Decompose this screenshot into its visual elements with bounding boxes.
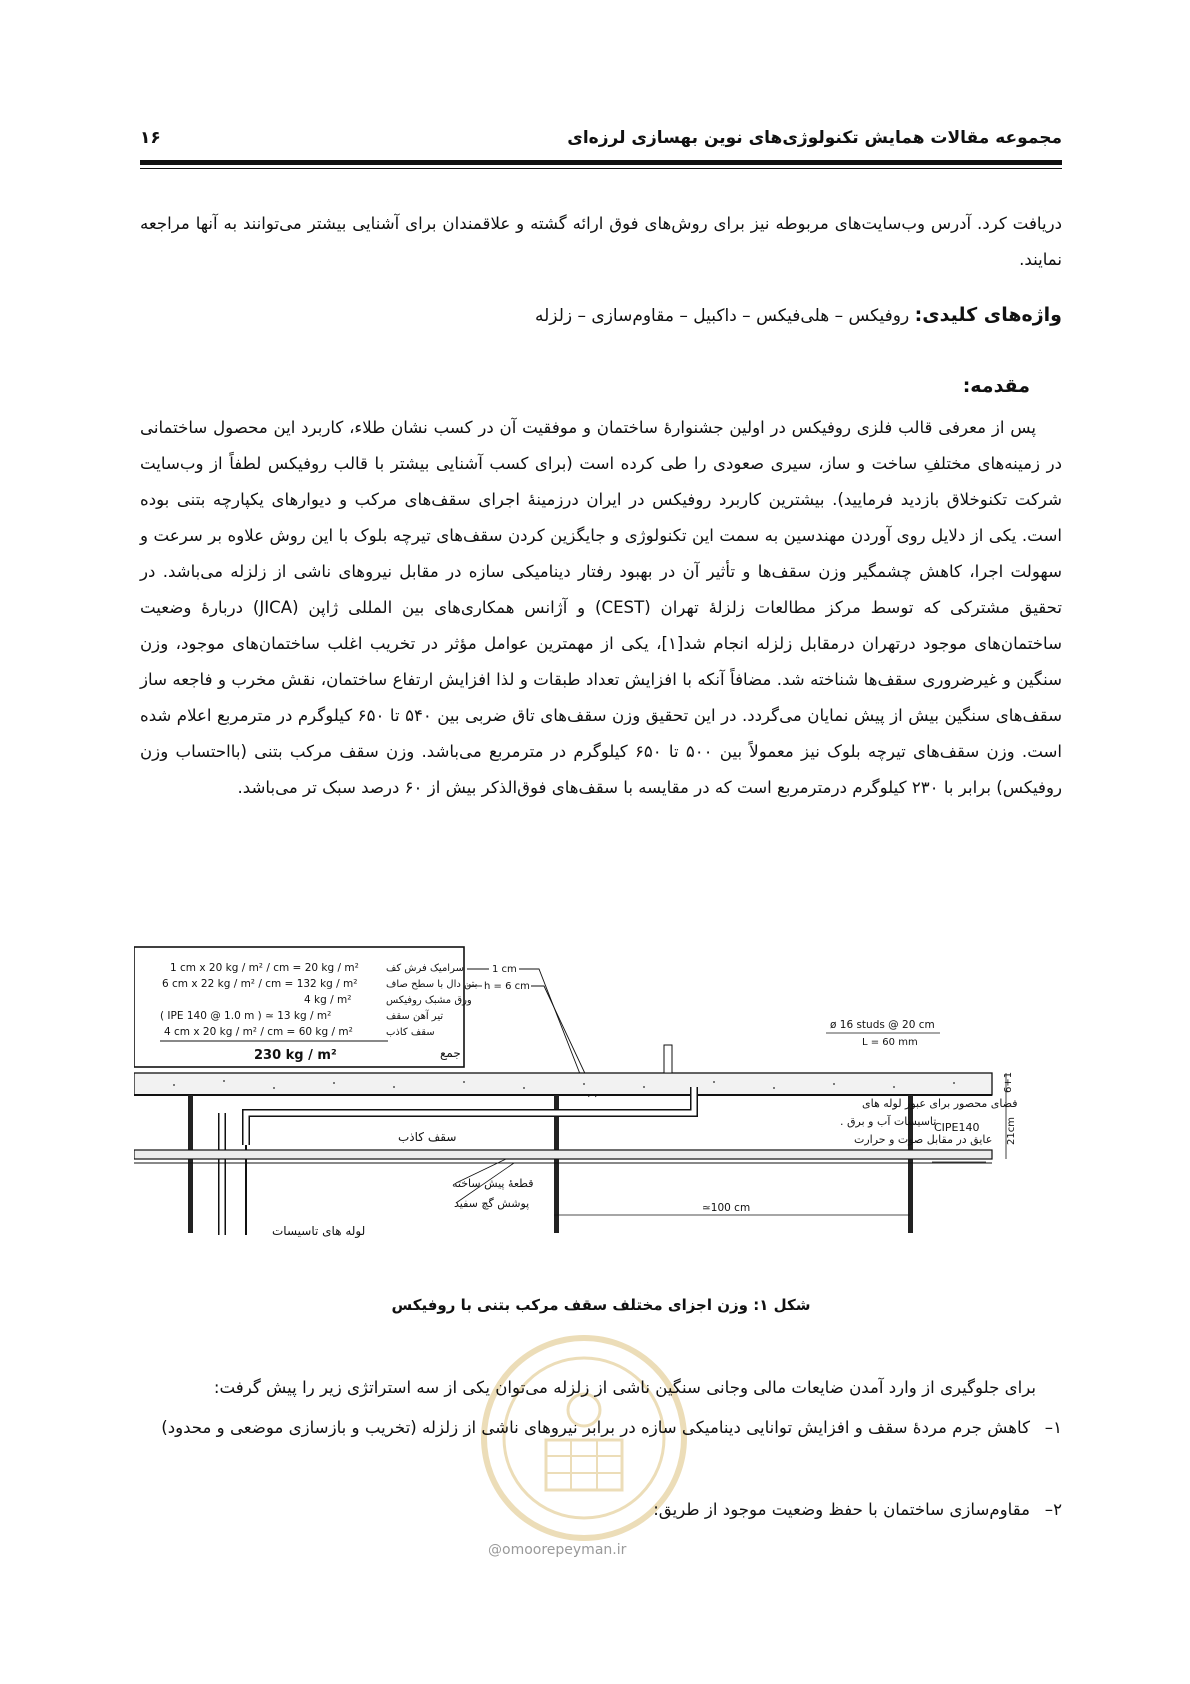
steel-beam-left xyxy=(188,1095,193,1233)
figure-caption: شکل ۱: وزن اجزای مختلف سقف مرکب بتنی با روفیکس xyxy=(391,1296,811,1314)
weight-calc-3: 4 kg / m² xyxy=(304,994,352,1006)
keywords-line xyxy=(140,297,1062,334)
section-heading: مقدمه: xyxy=(962,375,1030,397)
intro-paragraph: دریافت کرد. آدرس وب‌سایت‌های مربوطه نیز برای روش‌های فوق ارائه گشته و علاقمندان برای آشنایی بیشتر می‌توانند به آنها مراجعه نمایند. xyxy=(140,214,1062,269)
roofix-section-drawing xyxy=(134,945,1062,1267)
pipes-label: لوله های تاسیسات xyxy=(272,1224,366,1238)
header-rule-thin xyxy=(140,168,1062,169)
false-ceiling-label: سقف کاذب xyxy=(398,1130,457,1144)
plaster-label: پوشش گچ سفید xyxy=(454,1197,530,1210)
header-rule xyxy=(140,160,1062,165)
item-1-text: کاهش جرم مردهٔ سقف و افزایش توانایی دینامیکی سازه در برابر نیروهای ناشی از زلزله (تخریب و بازسازی موضعی و محدود) xyxy=(161,1418,1030,1437)
weight-label-4: تیر آهن سقف xyxy=(386,1011,444,1022)
dim-h: h = 6 cm xyxy=(484,981,530,992)
dim-6plus1: 6+1 xyxy=(1003,1071,1014,1093)
strategy-item-2 xyxy=(140,1492,1062,1528)
precast-label: قطعهٔ پیش ساخته xyxy=(452,1177,534,1190)
running-header xyxy=(140,128,1062,150)
stud-length: L = 60 mm xyxy=(862,1037,918,1048)
weight-calc-1: 1 cm x 20 kg / m² / cm = 20 kg / m² xyxy=(170,962,359,974)
weight-label-3: ورق مشبک روفیکس xyxy=(386,995,472,1006)
weight-calc-2: 6 cm x 22 kg / m² / cm = 132 kg / m² xyxy=(162,978,358,990)
header-title: مجموعه مقالات همایش تکنولوژی‌های نوین بهسازی لرزه‌ای xyxy=(567,128,1062,148)
item-2-number: ۲– xyxy=(1044,1500,1062,1519)
shear-stud xyxy=(664,1045,672,1073)
false-ceiling xyxy=(134,1150,992,1159)
space-note-1: فضای محصور برای عبور لوله های xyxy=(862,1097,1018,1110)
weight-calc-4: ( IPE 140 @ 1.0 m ) ≃ 13 kg / m² xyxy=(160,1010,332,1022)
total-label: جمع xyxy=(440,1046,461,1060)
page-number: ۱۶ xyxy=(140,128,161,148)
watermark-url: @omoorepeyman.ir xyxy=(488,1542,627,1558)
concrete-slab xyxy=(134,1073,992,1095)
dim-1cm: 1 cm xyxy=(492,964,517,975)
weight-label-1: سرامیک فرش کف xyxy=(386,963,464,974)
weight-calc-5: 4 cm x 20 kg / m² / cm = 60 kg / m² xyxy=(164,1026,353,1038)
body-paragraph: پس از معرفی قالب فلزی روفیکس در اولین جشنوارهٔ ساختمان و موفقیت آن در کسب نشان طلاء، کاربرد این محصول ساختمانی در زمینه‌های مختلفِ ساخت و ساز، سیری صعودی را طی کرده است (برای کسب آشنایی بیشتر با قالب روفیکس لطفاً از وب‌سایت شرکت تکنوخلاق بازدید فرمایید). بیشترین کاربرد روفیکس در ایران درزمینهٔ اجرای سقف‌های مرکب و دیوارهای یکپارچه بتنی بوده است. یکی از دلایل روی آوردن مهندسین به سمت این تکنولوژی و جایگزین کردن سقف‌های تیرچه بلوک با این روش علاوه بر سرعت و سهولت اجرا، کاهش چشمگیر وزن سقف‌ها و تأثیر آن در بهبود رفتار دینامیکی سازه در مقابل نیروهای ناشی از زلزله می‌باشد. در تحقیق مشترکی که توسط مرکز مطالعات زلزلهٔ تهران (CEST) و آژانس همکاری‌های بین المللی ژاپن (JICA) دربارهٔ وضعیت ساختمان‌های موجود درتهران درمقابل زلزله انجام شد[۱]، یکی از مهمترین عوامل مؤثر در تخریب اغلب ساختمان‌های موجود، وزن سنگین و غیرضروری سقف‌ها شناخته شد. مضافاً آنکه با افزایش تعداد طبقات و لذا افزایش ارتفاع ساختمان، نقش مخرب و فاجعه ساز سقف‌های سنگین بیش از پیش نمایان می‌گردد. در این تحقیق وزن سقف‌های تاق ضربی بین ۵۴۰ تا ۶۵۰ کیلوگرم در مترمربع اعلام شده است. وزن سقف‌های تیرچه بلوک نیز معمولاً بین ۵۰۰ تا ۶۵۰ کیلوگرم در مترمربع می‌باشد. وزن سقف مرکب بتنی (بااحتساب وزن روفیکس) برابر با ۲۳۰ کیلوگرم درمترمربع است که در مقایسه با سقف‌های فوق‌الذکر بیش از ۶۰ درصد سبک تر می‌باشد. xyxy=(140,418,1063,797)
keywords-list: روفیکس – هلی‌فیکس – داکبیل – مقاوم‌سازی – زلزله xyxy=(535,306,915,326)
dim-100: ≃100 cm xyxy=(702,1202,751,1214)
item-2-text: مقاوم‌سازی ساختمان با حفظ وضعیت موجود از طریق: xyxy=(653,1500,1030,1519)
dim-21cm: 21cm xyxy=(1006,1117,1017,1145)
strategy-intro: برای جلوگیری از وارد آمدن ضایعات مالی وجانی سنگین ناشی از زلزله می‌توان یکی از سه استراتژی زیر را پیش گرفت: xyxy=(213,1378,1036,1397)
beam-label: CIPE140 xyxy=(934,1121,980,1134)
space-note-3: عایق در مقابل صوت و حرارت xyxy=(854,1133,993,1146)
strategy-item-1 xyxy=(140,1410,1062,1446)
weight-label-2: بتن دال با سطح صاف xyxy=(386,979,478,990)
item-1-number: ۱– xyxy=(1044,1418,1062,1437)
keywords-label: واژه‌های کلیدی: xyxy=(914,304,1062,326)
space-note-2: تاسیسات آب و برق . xyxy=(840,1115,937,1128)
weight-label-5: سقف کاذب xyxy=(386,1027,435,1038)
studs-label: ø 16 studs @ 20 cm xyxy=(830,1019,935,1031)
total-value: 230 kg / m² xyxy=(254,1048,337,1063)
